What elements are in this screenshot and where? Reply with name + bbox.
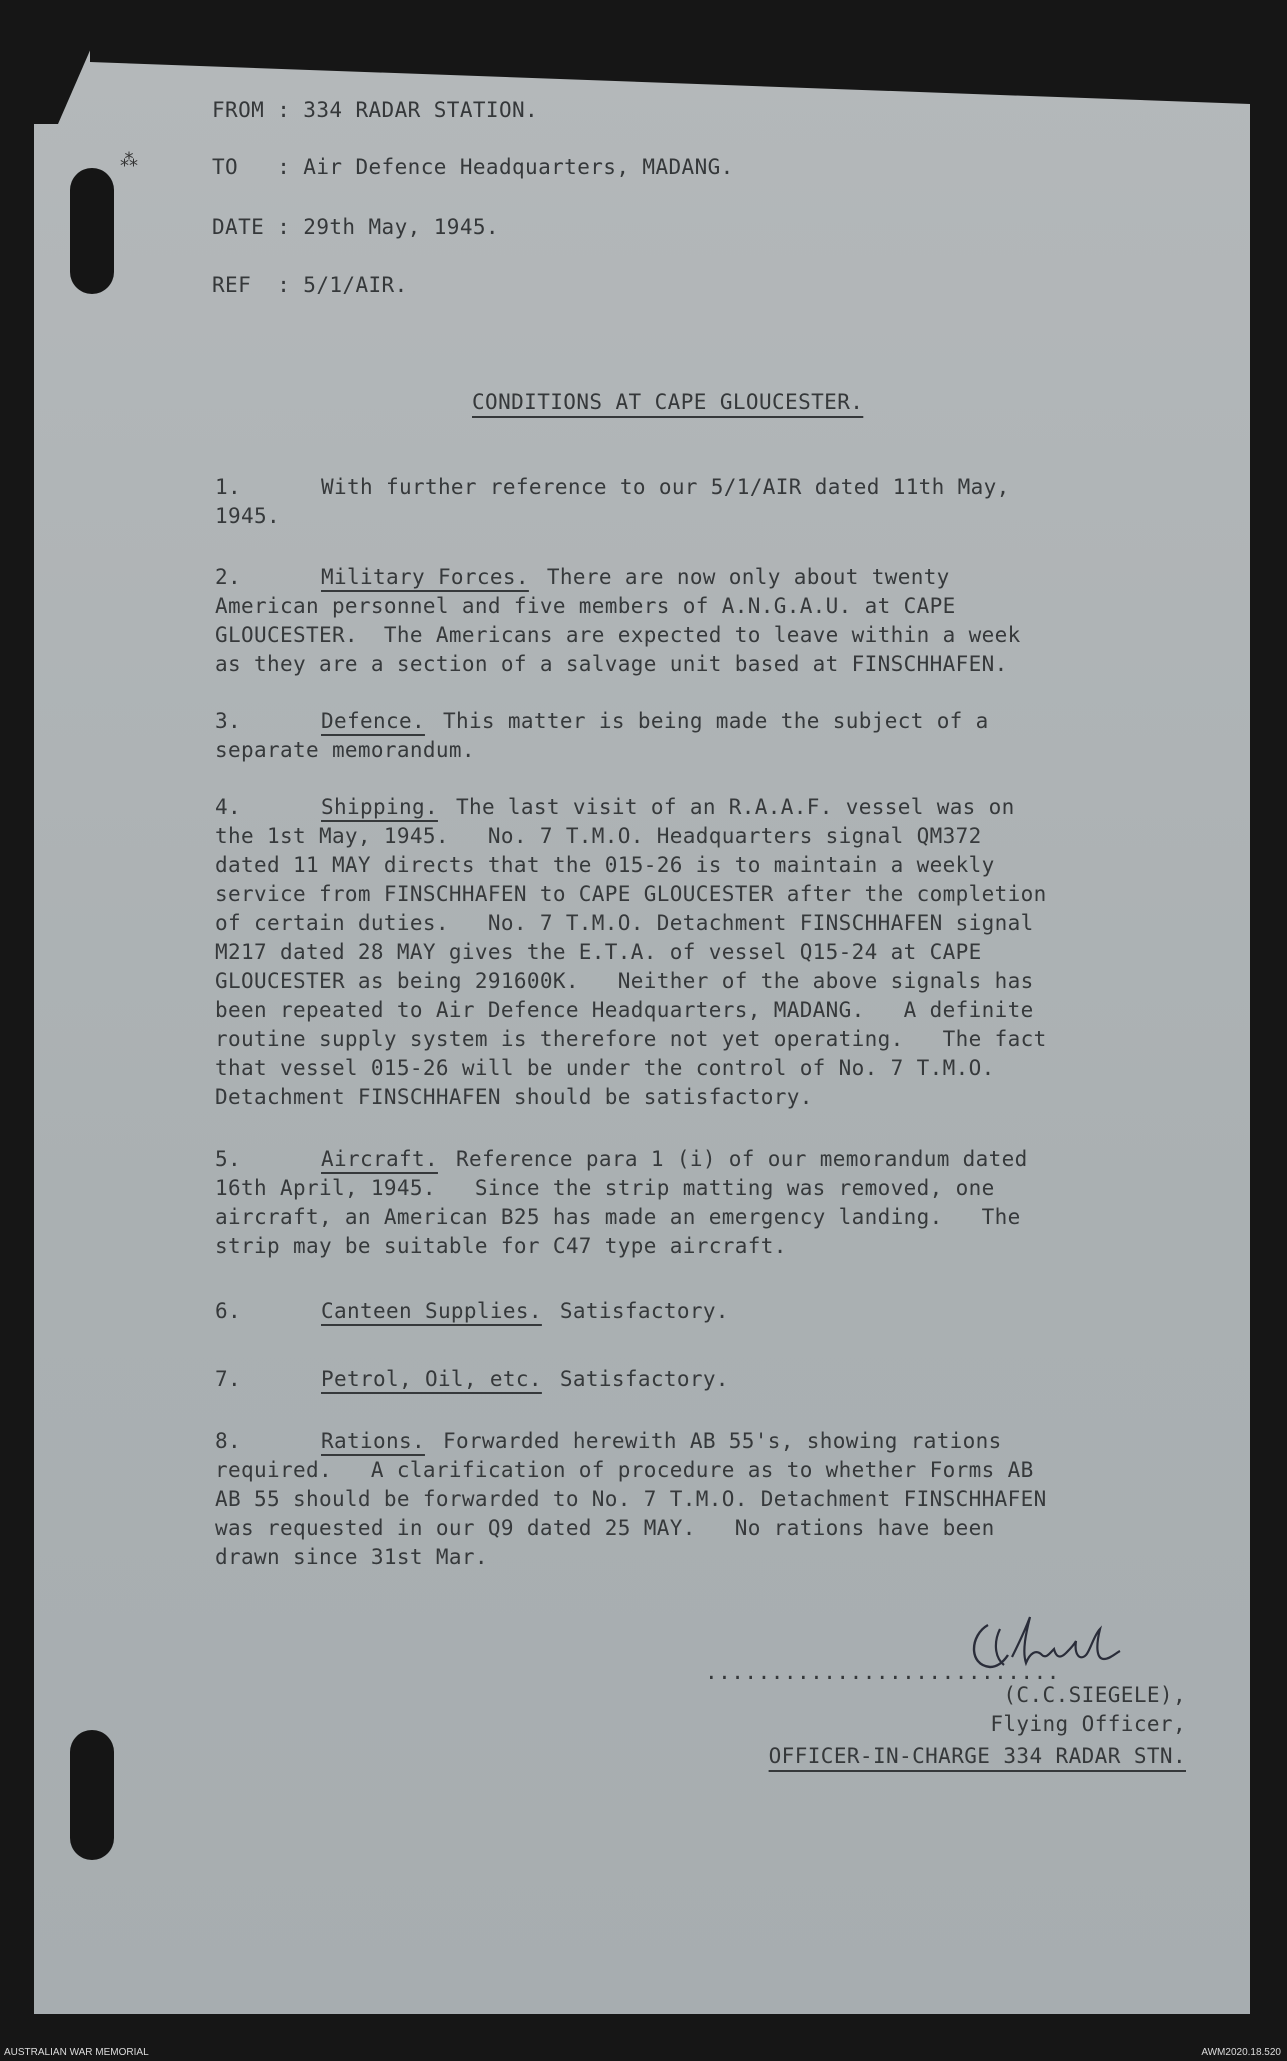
header-from: FROM : 334 RADAR STATION. <box>212 98 539 122</box>
paragraph-heading: Shipping. <box>321 795 438 819</box>
paragraph-3 <box>215 707 1195 765</box>
paragraph-1 <box>215 473 1195 531</box>
paragraph-heading: Defence. <box>321 709 425 733</box>
paragraph-text: This matter is being made the subject of a separate memorandum. <box>215 709 989 762</box>
paragraph-number: 8. <box>215 1429 241 1453</box>
signature-dotted-line: ........................... <box>705 1660 1060 1684</box>
footer-institution: AUSTRALIAN WAR MEMORIAL <box>4 2047 149 2058</box>
paragraph-heading: Canteen Supplies. <box>321 1299 542 1323</box>
paragraph-text: There are now only about twenty American personnel and five members of A.N.G.A.U. at CAPE GLOUCESTER. The Americans are expected to leave within a week as they are a section of a salvage unit based at FINSCHHAFEN. <box>215 565 1021 676</box>
paragraph-text: The last visit of an R.A.A.F. vessel was on the 1st May, 1945. No. 7 T.M.O. Headquarters signal QM372 dated 11 MAY directs that the 015-26 is to maintain a weekly service from FINSCHHAFEN to CAPE GLOUCESTER after the completion of certain duties. No. 7 T.M.O. Detachment FINSCHHAFEN signal M217 dated 28 MAY gives the E.T.A. of vessel Q15-24 at CAPE GLOUCESTER as being 291600K. Neither of the above signals has been repeated to Air Defence Headquarters, MADANG. A definite routine supply system is therefore not yet operating. The fact that vessel 015-26 will be under the control of No. 7 T.M.O. Detachment FINSCHHAFEN should be satisfactory. <box>215 795 1047 1109</box>
paragraph-text: With further reference to our 5/1/AIR dated 11th May, 1945. <box>215 475 1010 528</box>
paragraph-heading: Aircraft. <box>321 1147 438 1171</box>
punch-hole-top <box>70 168 114 294</box>
paragraph-6 <box>215 1297 1195 1326</box>
paragraph-number: 1. <box>215 475 241 499</box>
signatory-role: OFFICER-IN-CHARGE 334 RADAR STN. <box>768 1744 1186 1768</box>
footer-accession-number: AWM2020.18.520 <box>1201 2047 1281 2058</box>
paragraph-text: Reference para 1 (i) of our memorandum dated 16th April, 1945. Since the strip matting was removed, one aircraft, an American B25 has made an emergency landing. The strip may be suitable for C47 type aircraft. <box>215 1147 1028 1258</box>
paragraph-5 <box>215 1145 1195 1261</box>
paragraph-heading: Military Forces. <box>321 565 529 589</box>
signatory-name: (C.C.SIEGELE), <box>1003 1683 1186 1707</box>
paragraph-text: Satisfactory. <box>559 1299 729 1323</box>
paragraph-number: 7. <box>215 1367 241 1391</box>
paragraph-number: 4. <box>215 795 241 819</box>
paragraph-2 <box>215 563 1195 679</box>
paragraph-text: Satisfactory. <box>559 1367 729 1391</box>
header-date: DATE : 29th May, 1945. <box>212 215 499 239</box>
paragraph-8 <box>215 1427 1195 1572</box>
paragraph-number: 5. <box>215 1147 241 1171</box>
punch-hole-bottom <box>70 1730 114 1860</box>
paragraph-number: 6. <box>215 1299 241 1323</box>
paragraph-4 <box>215 793 1195 1112</box>
ink-mark: ⁂ <box>120 150 138 171</box>
paragraph-number: 2. <box>215 565 241 589</box>
header-ref: REF : 5/1/AIR. <box>212 273 408 297</box>
header-to: TO : Air Defence Headquarters, MADANG. <box>212 155 734 179</box>
paragraph-text: Forwarded herewith AB 55's, showing rations required. A clarification of procedure as to whether Forms AB AB 55 should be forwarded to No. 7 T.M.O. Detachment FINSCHHAFEN was requested in our Q9 dated 25 MAY. No rations have been drawn since 31st Mar. <box>215 1429 1047 1569</box>
paragraph-heading: Rations. <box>321 1429 425 1453</box>
paragraph-heading: Petrol, Oil, etc. <box>321 1367 542 1391</box>
paragraph-7 <box>215 1365 1195 1394</box>
document-title: CONDITIONS AT CAPE GLOUCESTER. <box>472 390 864 414</box>
signatory-rank: Flying Officer, <box>990 1712 1186 1736</box>
paragraph-number: 3. <box>215 709 241 733</box>
